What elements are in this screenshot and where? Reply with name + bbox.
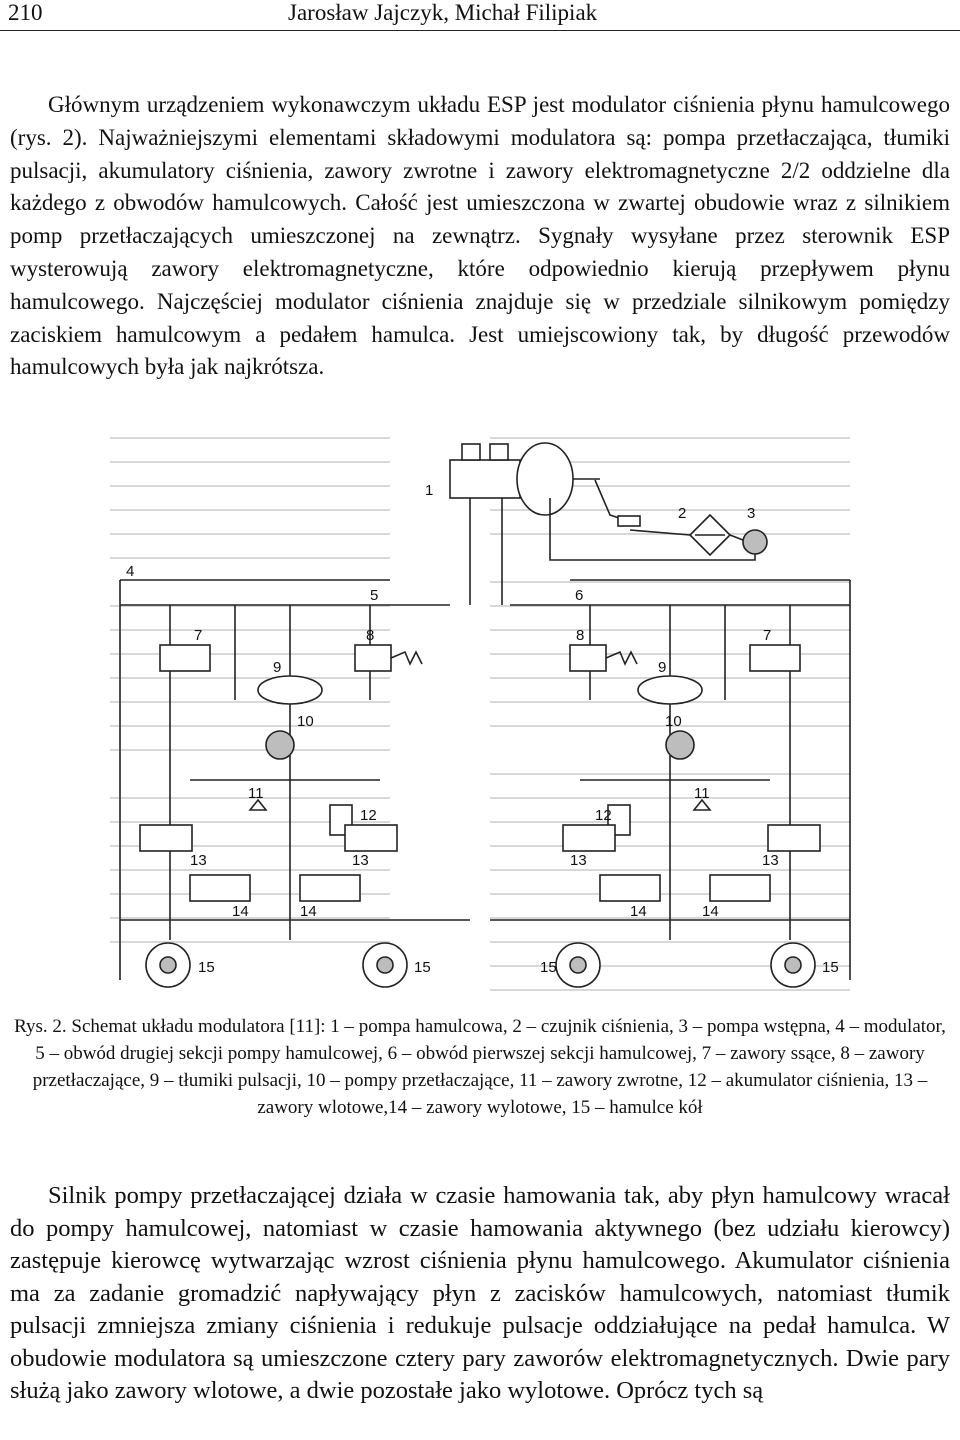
suction-valve-right [750, 645, 800, 671]
return-pump-right [666, 731, 694, 759]
label-15-b: 15 [414, 959, 431, 976]
outlet-valve-right-b [710, 875, 770, 901]
figure-caption: Rys. 2. Schemat układu modulatora [11]: 1 – pompa hamulcowa, 2 – czujnik ciśnienia, 3 – pompa wstępna, 4 – modulator, 5 – obwód drugiej sekcji pompy hamulcowej, 6 – obwód pierwszej sekcji hamulcowej, 7 – zawory ssące, 8 – zawory przetłaczające, 9 – tłumiki pulsacji, 10 – pompy przetłaczające, 11 – zawory zwrotne, 12 – akumulator ciśnienia, 13 – zawory wlotowe,14 – zawory wylotowe, 15 – hamulce kół [14, 1016, 946, 1118]
label-7-right: 7 [763, 627, 772, 644]
right-circuit [490, 605, 850, 940]
label-15-a: 15 [198, 959, 215, 976]
label-15-c: 15 [540, 959, 557, 976]
inlet-valve-left-a [140, 825, 192, 851]
inlet-valve-right-a [563, 825, 615, 851]
inlet-valve-right-b [768, 825, 820, 851]
return-pump-left [266, 731, 294, 759]
label-8-right: 8 [576, 627, 585, 644]
body-paragraph-1: Głównym urządzeniem wykonawczym układu ESP jest modulator ciśnienia płynu hamulcowego (rys. 2). Najważniejszymi elementami składowymi modulatora są: pompa przetłaczająca, tłumiki pulsacji, akumulatory ciśnienia, zawory zwrotne i zawory elektromagnetyczne 2/2 oddzielne dla każdego z obwodów hamulcowych. Całość jest umieszczona w zwartej obudowie wraz z silnikiem pomp przetłaczających umieszczonej na zewnątrz. Sygnały wysyłane przez sterownik ESP wysterowują zawory elektromagnetyczne, które odpowiednio kierują przepływem płynu hamulcowego. Najczęściej modulator ciśnienia znajduje się w przedziale silnikowym pomiędzy zaciskiem hamulcowym a pedałem hamulca. Jest umiejscowiony tak, by długość przewodów hamulcowych była jak najkrótsza. [10, 92, 950, 380]
running-header [0, 0, 960, 31]
page-number: 210 [8, 0, 43, 25]
label-15-d: 15 [822, 959, 839, 976]
label-9-right: 9 [658, 659, 667, 676]
label-14-b: 14 [300, 903, 317, 920]
label-8-left: 8 [366, 627, 375, 644]
label-14-a: 14 [232, 903, 249, 920]
label-6: 6 [575, 587, 584, 604]
running-head-authors: Jarosław Jajczyk, Michał Filipiak [288, 0, 598, 25]
label-7-left: 7 [194, 627, 203, 644]
label-13-b: 13 [352, 852, 369, 869]
show-through-texture [110, 438, 850, 990]
label-13-d: 13 [762, 852, 779, 869]
pressure-valve-right [570, 645, 606, 671]
label-12-right: 12 [595, 807, 612, 824]
label-10-left: 10 [297, 713, 314, 730]
outlet-valve-left-a [190, 875, 250, 901]
label-14-d: 14 [702, 903, 719, 920]
outlet-valve-left-b [300, 875, 360, 901]
label-9-left: 9 [273, 659, 282, 676]
body-paragraph-2: Silnik pompy przetłaczającej działa w czasie hamowania tak, aby płyn hamulcowy wracał do pompy hamulcowej, natomiast w czasie hamowania aktywnego (bez udziału kierowcy) zastępuje kierowcę wytwarzając wzrost ciśnienia płynu hamulcowego. Akumulator ciśnienia ma za zadanie gromadzić napływający płyn z zacisków hamulcowych, natomiast tłumik pulsacji zmniejsza zmiany ciśnienia i redukuje pulsacje oddziałujące na pedał hamulca. W obudowie modulatora są umieszczone cztery pary zaworów elektromagnetycznych. Dwie pary służą jako zawory wlotowe, a dwie pozostałe jako wylotowe. Oprócz tych są [10, 1182, 950, 1404]
label-2: 2 [678, 505, 687, 522]
figure-esp-modulator-schematic [90, 420, 870, 1010]
master-cylinder-booster [450, 443, 640, 526]
label-14-c: 14 [630, 903, 647, 920]
pressure-sensor [690, 515, 730, 555]
label-3: 3 [747, 505, 756, 522]
suction-valve-left [160, 645, 210, 671]
label-10-right: 10 [665, 713, 682, 730]
label-13-c: 13 [570, 852, 587, 869]
precharge-pump [743, 530, 767, 554]
label-4: 4 [126, 563, 135, 580]
left-circuit [120, 605, 470, 940]
label-11-left: 11 [248, 785, 264, 802]
label-12-left: 12 [360, 807, 377, 824]
label-13-a: 13 [190, 852, 207, 869]
pulsation-damper-right [638, 676, 702, 704]
pressure-valve-left [355, 645, 391, 671]
label-11-right: 11 [694, 785, 710, 802]
label-1: 1 [425, 482, 434, 499]
pulsation-damper-left [258, 676, 322, 704]
outlet-valve-right-a [600, 875, 660, 901]
label-5: 5 [370, 587, 379, 604]
inlet-valve-left-b [345, 825, 397, 851]
